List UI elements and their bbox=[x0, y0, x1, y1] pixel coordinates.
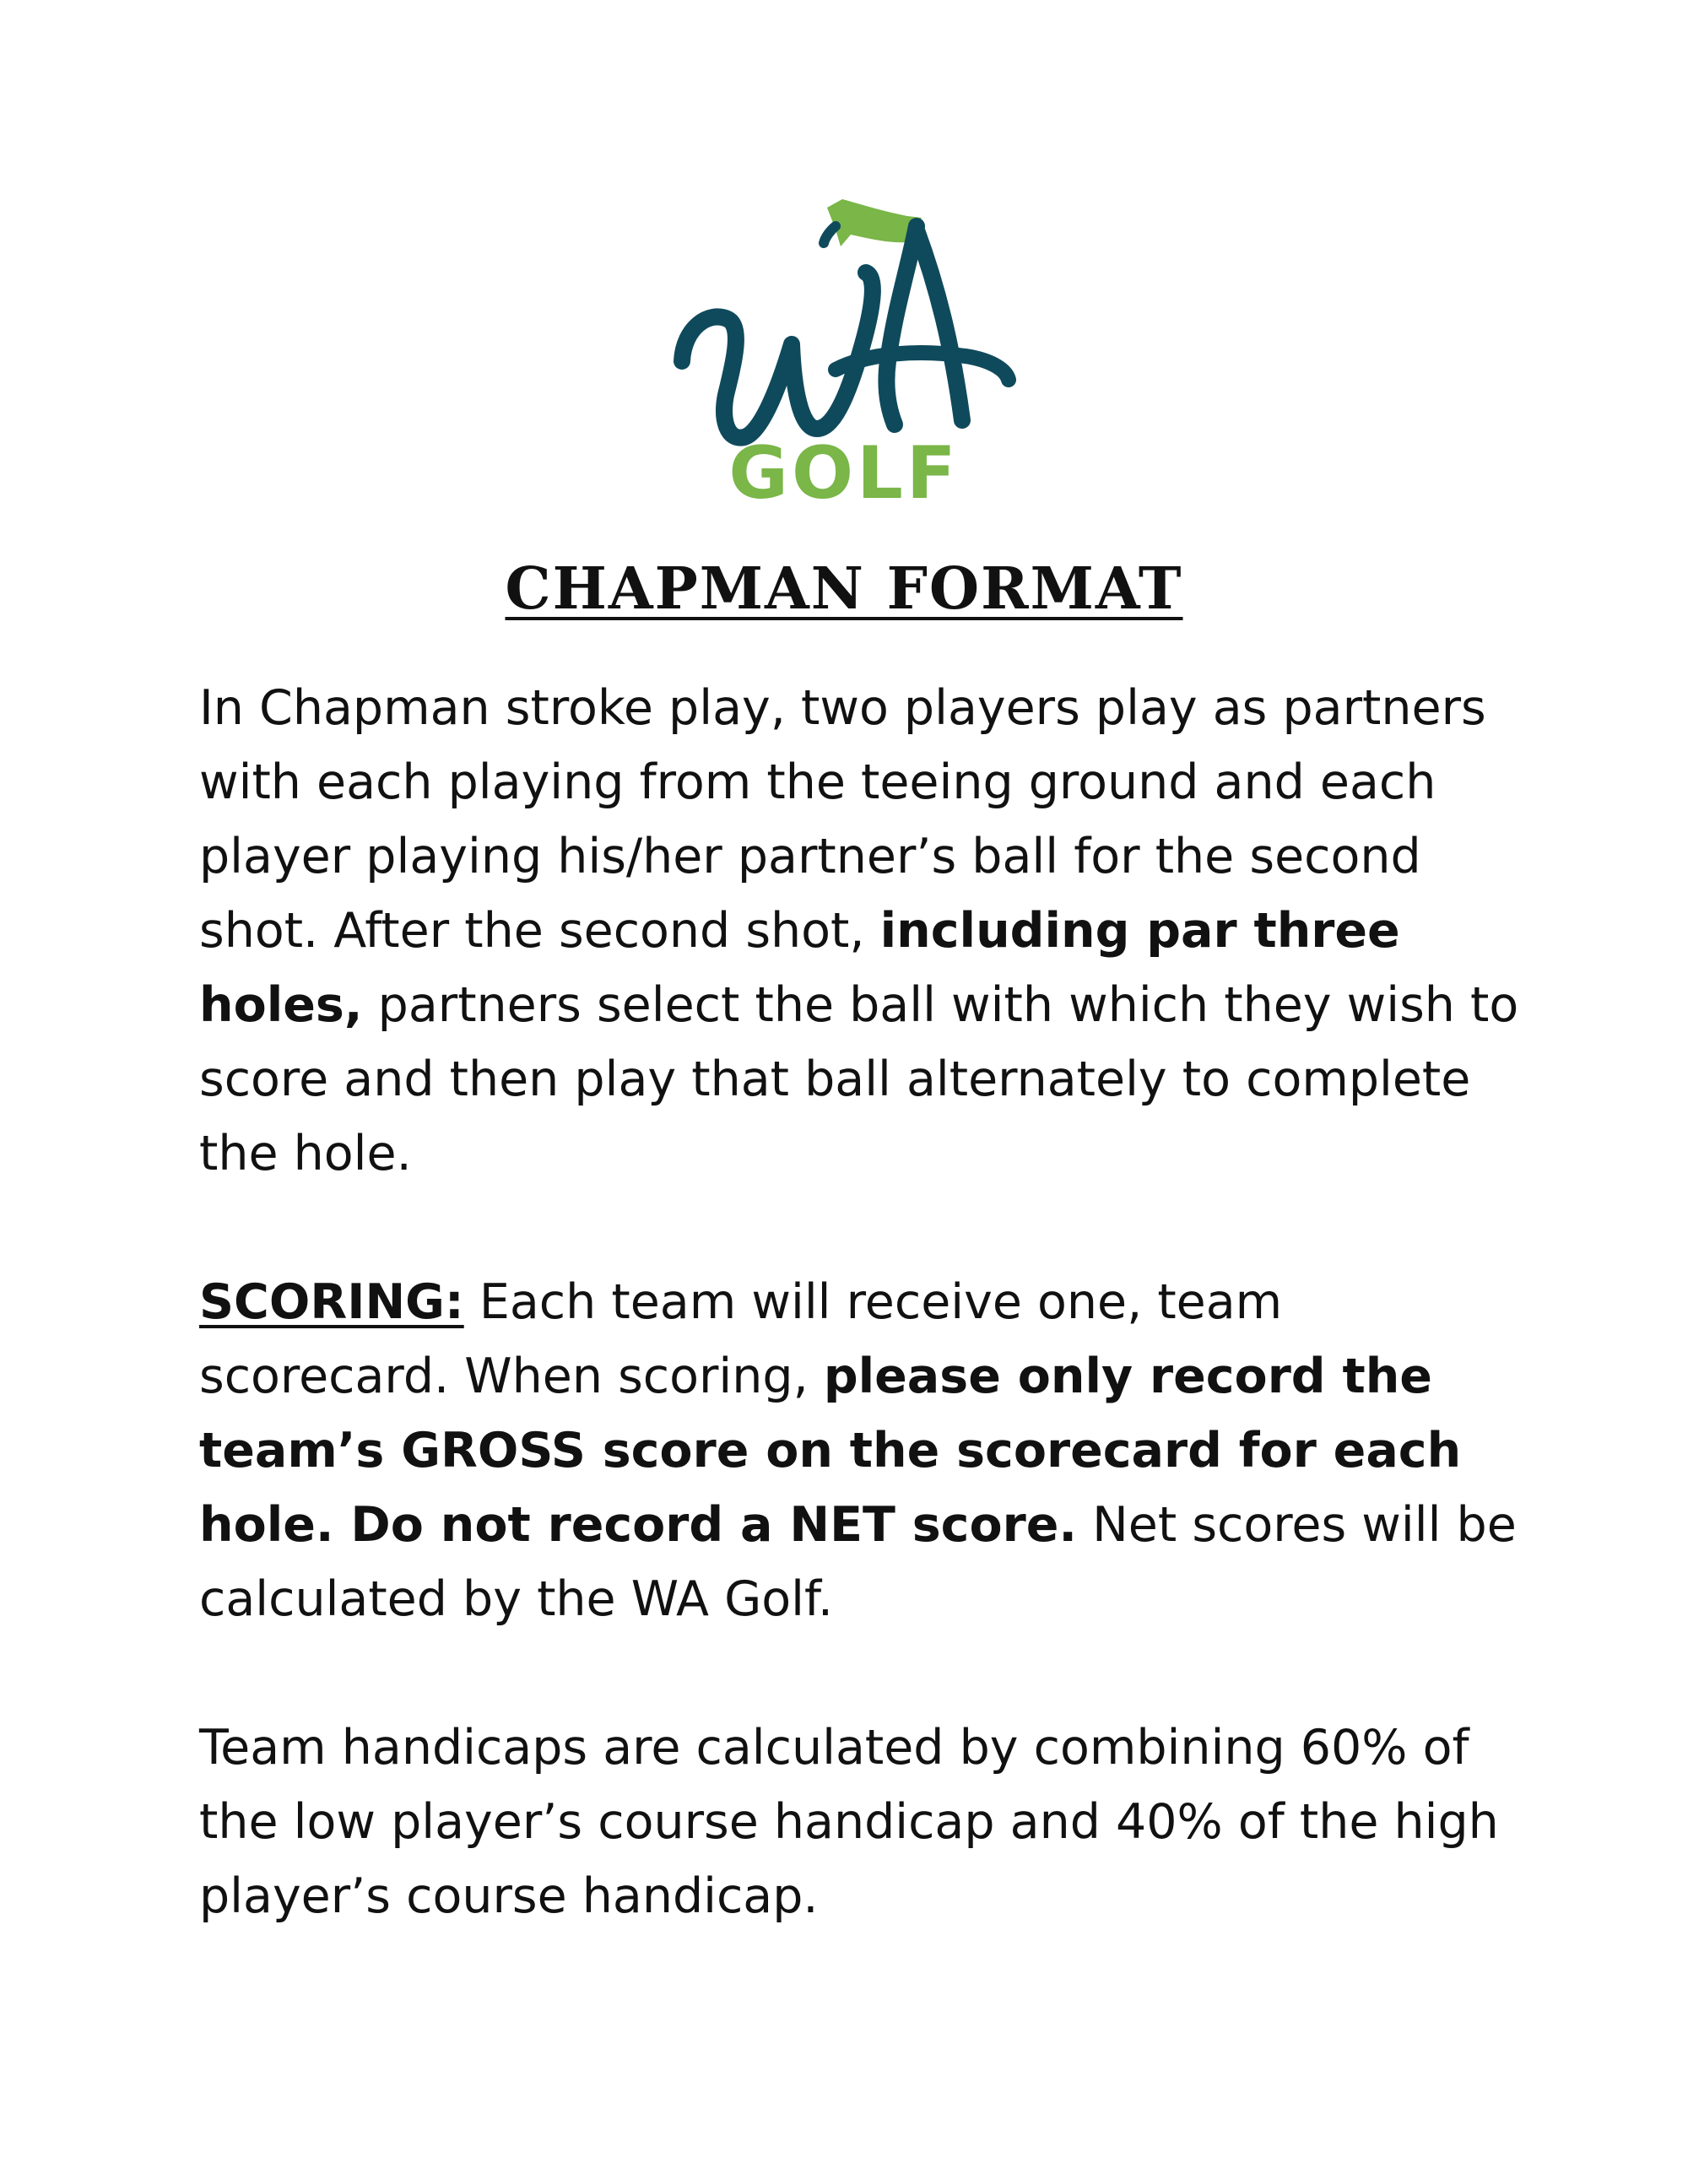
document-body bbox=[199, 671, 1533, 1933]
flag-icon bbox=[667, 192, 1021, 505]
handicap-note: Team handicaps are calculated by combining 60% of the low player’s course handicap and 40% of the high player’s course handicap. bbox=[199, 1720, 1499, 1924]
format-description: In Chapman stroke play, two players play as partners with each playing from the teeing ground and each player playing his/her partner’s ball for the second shot. After the second shot, including par three holes, partners select the ball with which they wish to score and then play that ball alternately to complete the hole. bbox=[199, 680, 1519, 1181]
svg-text:GOLF: GOLF bbox=[728, 431, 960, 505]
page-title: CHAPMAN FORMAT bbox=[505, 555, 1183, 623]
wa-golf-logo bbox=[667, 192, 1021, 505]
scoring-section: SCORING: Each team will receive one, team scorecard. When scoring, please only record the team’s GROSS score on the scorecard for each hole. Do not record a NET score. Net scores will be calculated by the WA Golf. bbox=[199, 1274, 1517, 1627]
scoring-heading: SCORING: bbox=[199, 1274, 464, 1330]
